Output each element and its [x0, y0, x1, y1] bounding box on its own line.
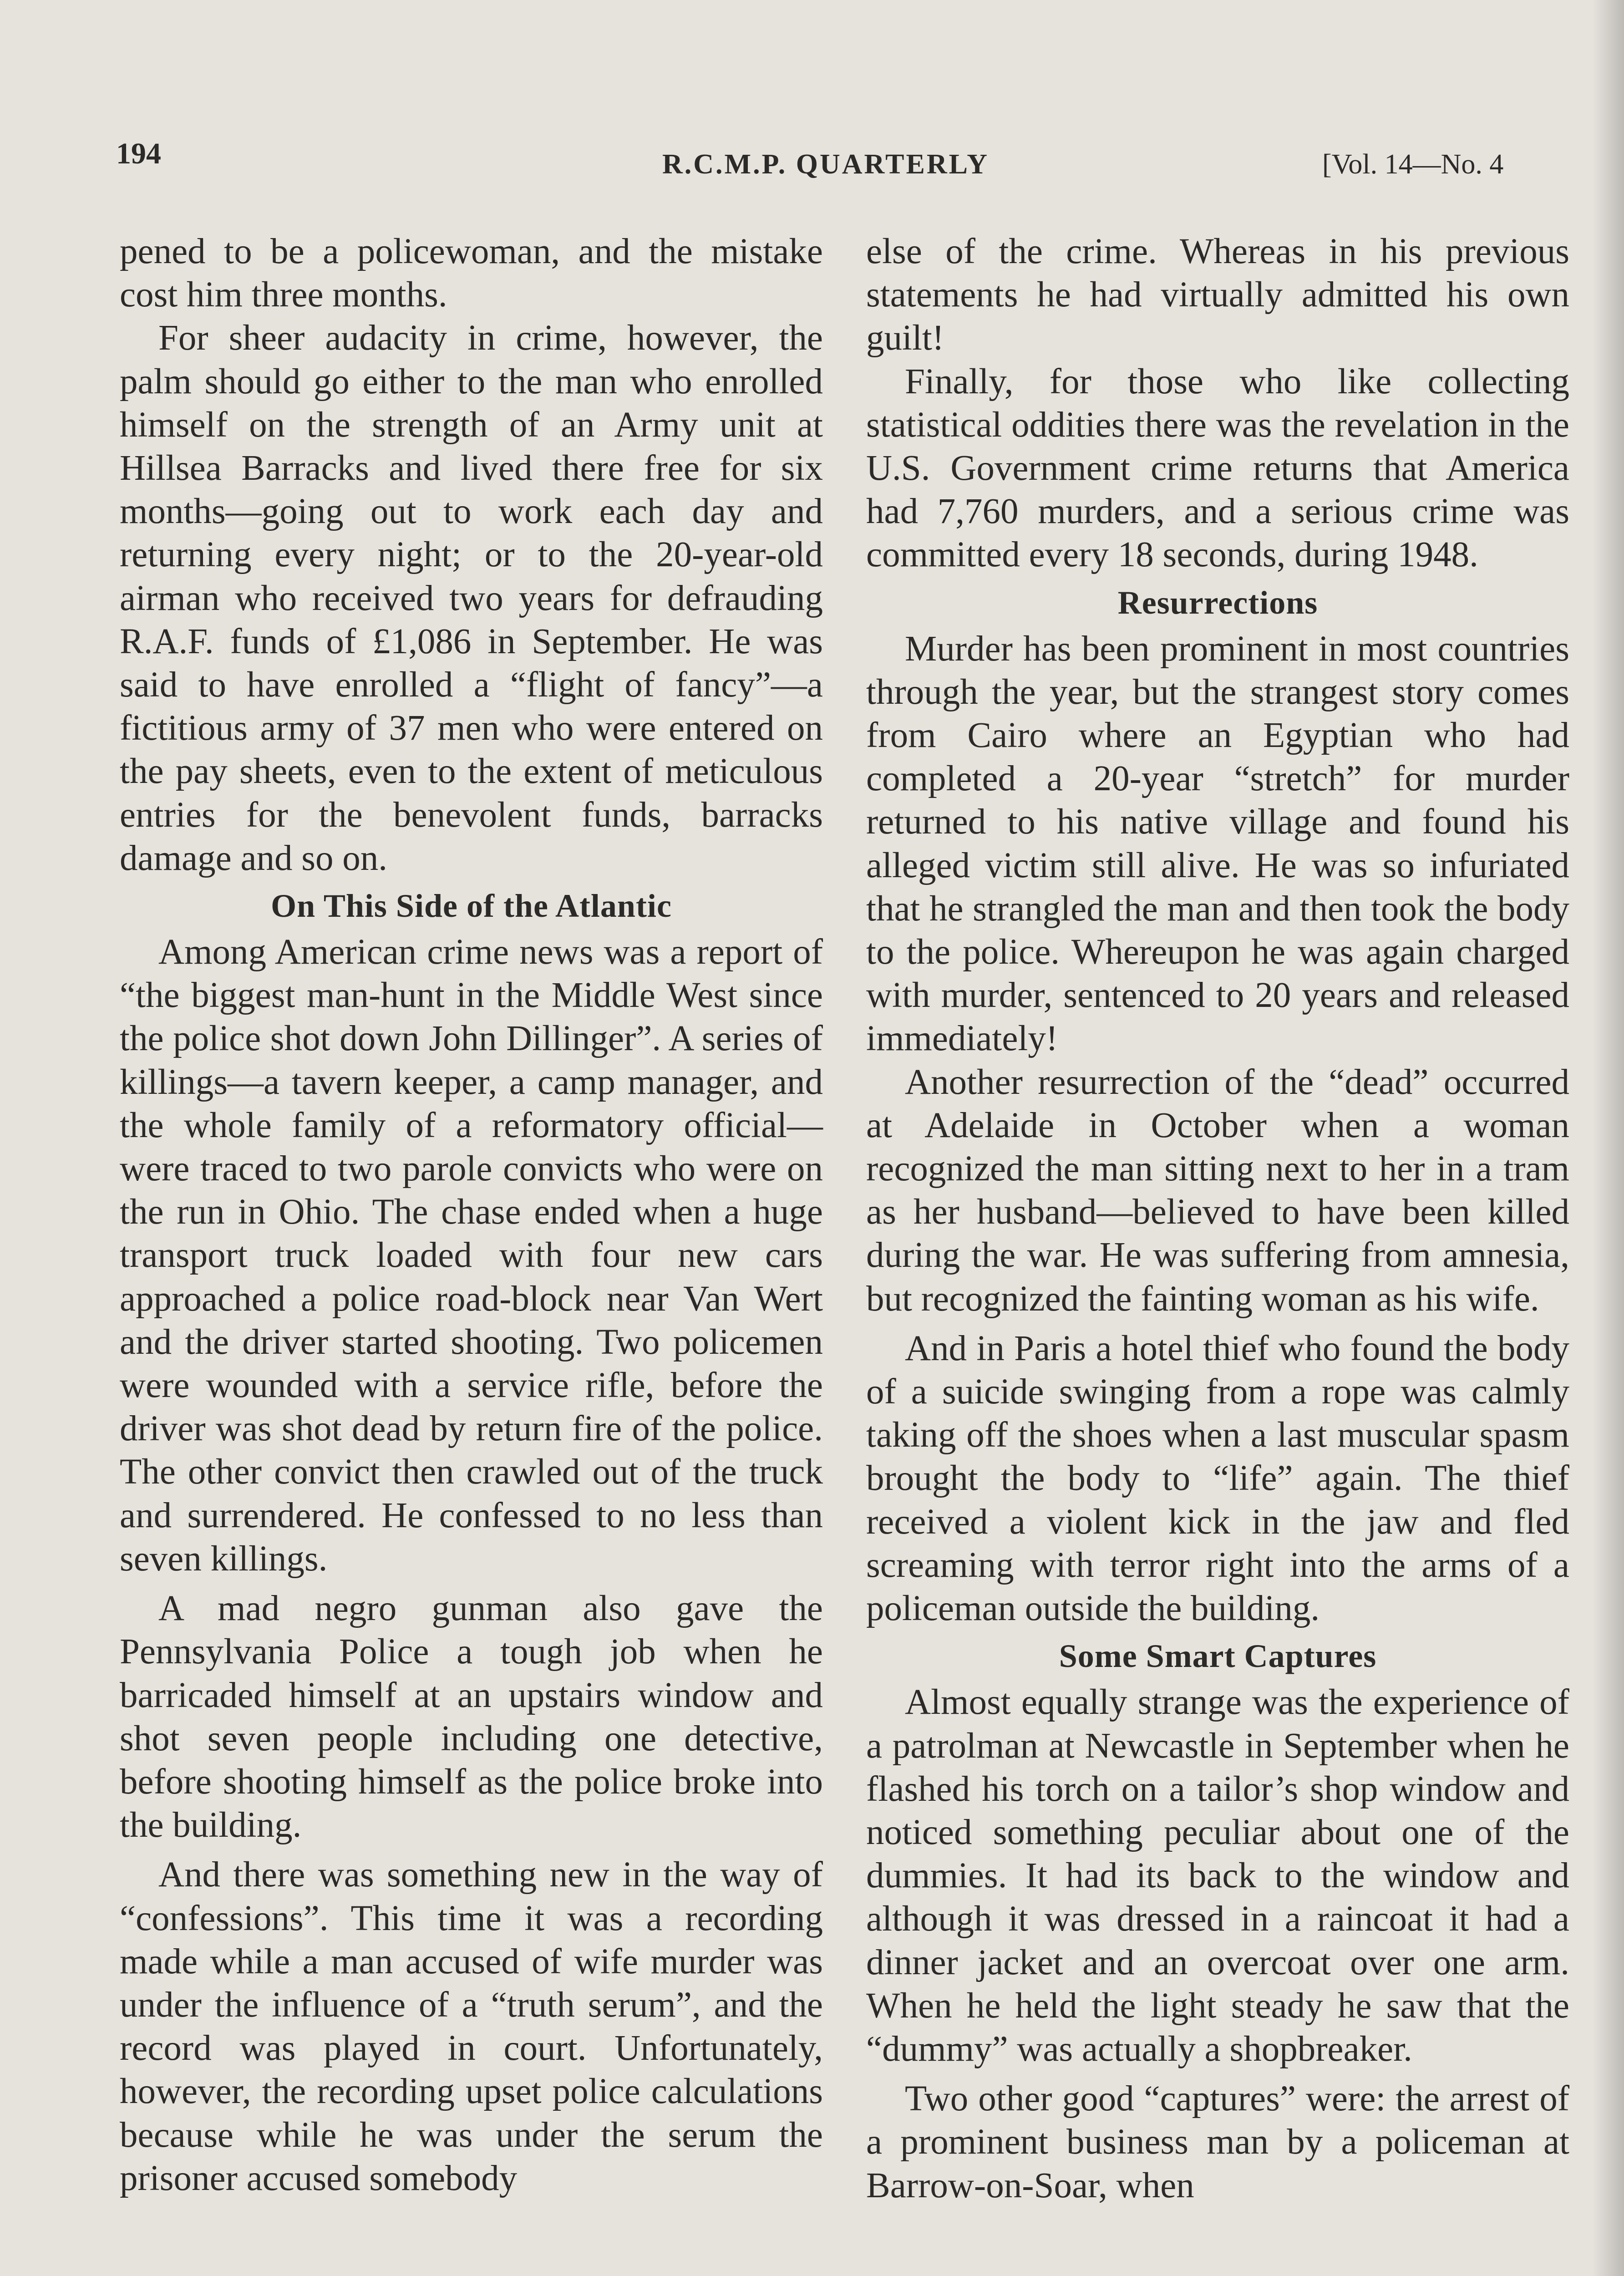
page-number: 194: [116, 137, 161, 170]
paragraph: Among American crime news was a report of “the biggest man-hunt in the Middle West since the police shot down John Dillinger”. A series of killings—a tavern keeper, a camp manager, and the whole family of a reformatory official—were traced to two parole convicts who were on the run in Ohio. The chase ended when a huge transport truck loaded with four new cars approached a police road-block near Van Wert and the driver started shooting. Two policemen were wounded with a service rifle, before the driver was shot dead by return fire of the police. The other convict then crawled out of the truck and surrendered. He confessed to no less than seven killings.: [120, 932, 823, 1579]
binding-shadow: [1592, 0, 1624, 2276]
paragraph: Two other good “captures” were: the arrest of a prominent business man by a policeman at Barrow-on-Soar, when: [866, 2079, 1569, 2205]
paragraph: Another resurrection of the “dead” occurred at Adelaide in October when a woman recognized the man sitting next to her in a tram as her husband—believed to have been killed during the war. He was suffering from amnesia, but recognized the fainting woman as his wife.: [866, 1062, 1569, 1319]
running-header: [116, 132, 1573, 187]
paragraph: else of the crime. Whereas in his previous statements he had virtually admitted his own guilt!: [866, 232, 1569, 358]
left-column: [120, 230, 823, 2200]
paragraph: pened to be a policewoman, and the mistake cost him three months.: [120, 232, 823, 315]
section-heading: Some Smart Captures: [1059, 1638, 1377, 1675]
paragraph: For sheer audacity in crime, however, the palm should go either to the man who enrolled himself on the strength of an Army unit at Hillsea Barracks and lived there free for six months—going out to work each day and returning every night; or to the 20-year-old airman who received two years for defrauding R.A.F. funds of £1,086 in September. He was said to have enrolled a “flight of fancy”—a fictitious army of 37 men who were entered on the pay sheets, even to the extent of meticulous entries for the benevolent funds, barracks damage and so on.: [120, 318, 823, 878]
right-column: [866, 230, 1569, 2207]
running-title: R.C.M.P. QUARTERLY: [662, 149, 990, 180]
paragraph: Finally, for those who like collecting statistical oddities there was the revelation in the U.S. Government crime returns that America had 7,760 murders, and a serious crime was committed every 18 seconds, during 1948.: [866, 361, 1569, 575]
volume-number: [Vol. 14—No. 4: [1322, 149, 1504, 180]
section-heading: Resurrections: [1117, 584, 1318, 621]
paragraph: Almost equally strange was the experience of a patrolman at Newcastle in September when he flashed his torch on a tailor’s shop window and noticed something peculiar about one of the dummies. It had its back to the window and although it was dressed in a raincoat it had a dinner jacket and an overcoat over one arm. When he held the light steady he saw that the “dummy” was actually a shopbreaker.: [866, 1682, 1569, 2069]
paragraph: And in Paris a hotel thief who found the body of a suicide swinging from a rope was calmly taking off the shoes when a last muscular spasm brought the body to “life” again. The thief received a violent kick in the jaw and fled screaming with terror right into the arms of a policeman outside the building.: [866, 1328, 1569, 1629]
paragraph: And there was something new in the way of “confessions”. This time it was a recording made while a man accused of wife murder was under the influence of a “truth serum”, and the record was played in court. Unfortunately, however, the recording upset police calculations because while he was under the serum the prisoner accused somebody: [120, 1855, 823, 2198]
paragraph: A mad negro gunman also gave the Pennsylvania Police a tough job when he barricaded himself at an upstairs window and shot seven people including one detective, before shooting himself as the police broke into the building.: [120, 1589, 823, 1845]
paragraph: Murder has been prominent in most countries through the year, but the strangest story comes from Cairo where an Egyptian who had completed a 20-year “stretch” for murder returned to his native village and found his alleged victim still alive. He was so infuriated that he strangled the man and then took the body to the police. Whereupon he was again charged with murder, sentenced to 20 years and released immediately!: [866, 629, 1569, 1059]
section-heading: On This Side of the Atlantic: [271, 888, 672, 925]
